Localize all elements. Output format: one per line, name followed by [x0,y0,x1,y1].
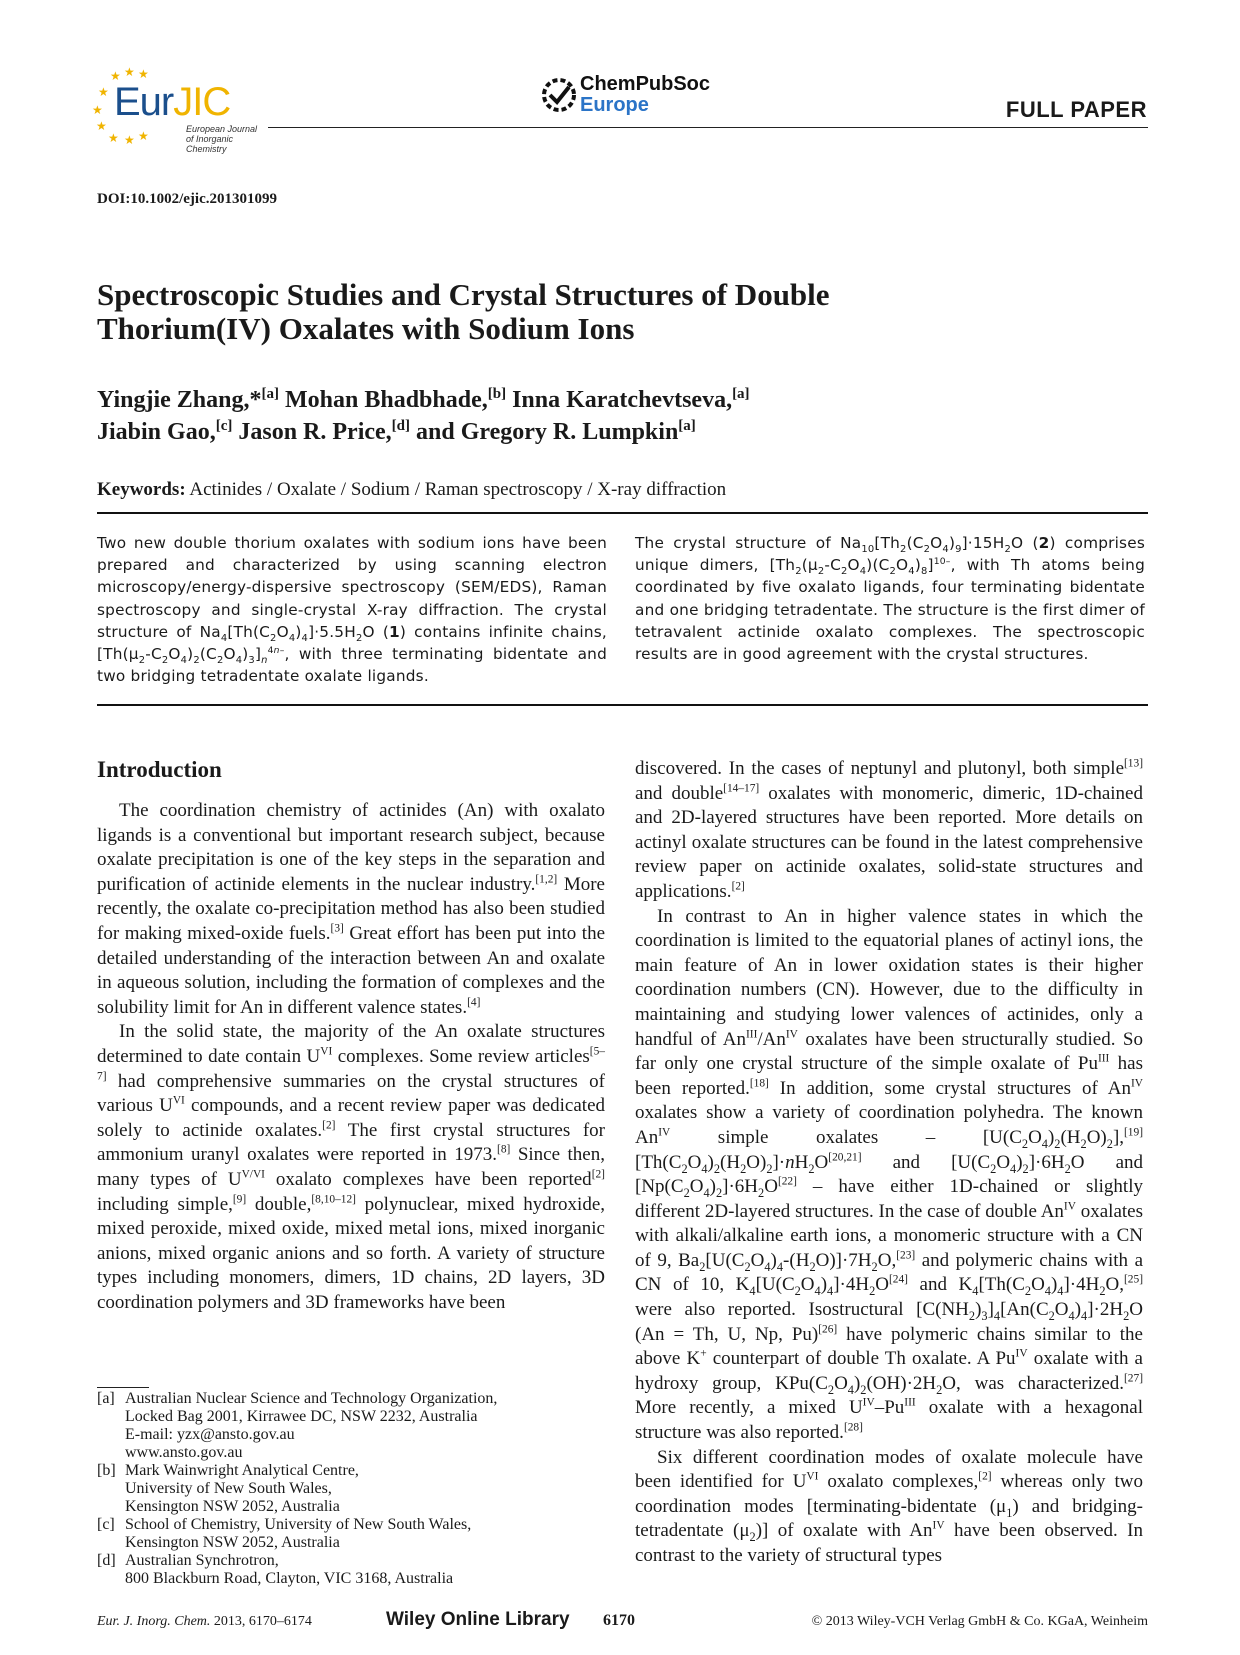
svg-text:★: ★ [92,103,103,117]
body-column-right: discovered. In the cases of neptunyl and plutonyl, both simple[13] and double[14–17] oxalates with monomeric, dimeric, 1D-chained and 2D-layered structures have been reported. More details on actinyl oxalate structures can be found in the latest comprehensive review paper on actinide oxalates, solid-state structures and applications.[2] In contrast to An in higher valence states in which the coordination is limited to the equatorial planes of actinyl ions, the main feature of An in lower oxidation states is their higher coordination numbers (CN). However, due to the difficulty in maintaining and studying lower valences of actinides, only a handful of $An^{III}/An^{IV}$ oxalates have been structurally studied. So far only one crystal structure of the simple oxalate of $Pu^{III}$ has been reported.[18] In addition, some crystal structures of $An^{IV}$ oxalates show a variety of coordination polyhedra. The known $An^{IV}$ simple oxalates – $[U(C_2O_4)_2(H_2O)_2],[19]$ $[Th(C_2O_4)_2(H_2O)_2]\cdot nH_2O[20,21]$ and $[U(C_2O_4)_2]\cdot 6H_2O$ and $[Np(C_2O_4)_2]\cdot 6H_2O[22]$ – have either 1D-chained or slightly different 2D-layered structures. In the case of double $An^{IV}$ oxalates with alkali/alkaline earth ions, a monomeric structure with a CN of 9, $Ba_2[U(C_2O_4)_4-(H_2O)]\cdot 7H_2O,[23]$ and polymeric chains with a CN of 10, $K_4[U(C_2O_4)_4]\cdot 4H_2O[24]$ and $K_4[Th(C_2O_4)_4]\cdot 4H_2O,[25]$ were also reported. Isostructural $[C(NH_2)_3]_4[An(C_2O_4)_4]\cdot 2H_2O$ (An = Th, U, Np, Pu)[26] have polymeric chains similar to the above K+ counterpart of double Th oxalate. A $Pu^{IV}$ oxalate with a hydroxy group, $KPu(C_2O_4)_2(OH)\cdot 2H_2O$, was characterized.[27] More recently, a mixed $U^{IV}-Pu^{III}$ oxalate with a hexagonal structure was also reported.[28] Six different coordination modes of oxalate molecule have been identified for $U^{VI}$ oxalato complexes,[2] whereas only two coordination modes [terminating-bidentate $(\mu_1)$ and bridging-tetradentate $(\mu_2)$] of oxalate with $An^{IV}$ have been observed. In contrast to the variety of structural types [635,757,1144,1566]
section-heading: Introduction [97,757,222,782]
page-title: Spectroscopic Studies and Crystal Structures of Double Thorium(IV) Oxalates with Sodium Ions [97,277,830,346]
abstract-left: Two new double thorium oxalates with sodium ions have been prepared and characterized by using scanning electron microscopy/energy-dispersive spectroscopy (SEM/EDS), Raman spectroscopy and single-crystal X-ray diffraction. The crystal structure of $Na_4[Th(C_2O_4)_4]\cdot 5.5H_2O$ (1) contains infinite chains, $[Th(\mu_2-C_2O_4)_2(C_2O_4)_3]_n^{4n-}$, with three terminating bidentate and two bridging tetradentate oxalate ligands. [97,534,607,686]
page-number: 6170 [603,1612,635,1629]
author-list: Yingjie Zhang,*[a] Mohan Bhadbhade,[b] Inna Karatchevtseva,[a] Jiabin Gao,[c] Jason R. Price,[d] and Gregory R. Lumpkin[a] [97,386,750,445]
journal-subtitle: European Journal of Inorganic Chemistry [186,124,258,154]
copyright: © 2013 Wiley-VCH Verlag GmbH & Co. KGaA, Weinheim [811,1614,1148,1629]
affiliation-b: [b] Mark Wainwright Analytical Centre, University of New South Wales, Kensington NSW 2052, Australia [97,1462,359,1515]
svg-text:★: ★ [124,133,135,146]
journal-logo-text: EurJIC [114,80,231,124]
body-column-left: The coordination chemistry of actinides (An) with oxalato ligands is a conventional but important research subject, because oxalate precipitation is one of the key steps in the separation and purification of actinide elements in the nuclear industry.[1,2] More recently, the oxalate co-precipitation method has also been studied for making mixed-oxide fuels.[3] Great effort has been put into the detailed understanding of the interaction between An and oxalate in aqueous solution, including the formation of complexes and the solubility limit for An in different valence states.[4] In the solid state, the majority of the An oxalate structures determined to date contain $U^{VI}$ complexes. Some review articles[5–7] had comprehensive summaries on the crystal structures of various $U^{VI}$ compounds, and a recent review paper was dedicated solely to actinide oxalates.[2] The first crystal structures for ammonium uranyl oxalates were reported in 1973.[8] Since then, many types of $U^{V/VI}$ oxalato complexes have been reported[2] including simple,[9] double,[8,10–12] polynuclear, mixed hydroxide, mixed peroxide, mixed oxide, mixed metal ions, mixed inorganic anions, mixed organic anions and so forth. A variety of structure types including monomers, dimers, 1D chains, 2D layers, 3D coordination polymers and 3D frameworks have been [97,800,606,1313]
divider [97,512,1148,514]
svg-text:★: ★ [124,66,135,79]
svg-text:★: ★ [110,69,121,83]
svg-text:★: ★ [96,119,107,133]
affiliation-c: [c] School of Chemistry, University of New South Wales, Kensington NSW 2052, Australia [97,1516,472,1551]
footnote-rule [97,1387,149,1388]
affiliation-d: [d] Australian Synchrotron, 800 Blackburn Road, Clayton, VIC 3168, Australia [97,1552,454,1587]
affiliation-a: [a] Australian Nuclear Science and Technology Organization, Locked Bag 2001, Kirrawee DC, NSW 2232, Australia E-mail: yzx@ansto.gov.au www.ansto.gov.au [97,1390,498,1461]
wiley-online-library-logo[interactable]: Wiley Online Library [386,1609,570,1630]
chempubsoc-icon [540,76,578,114]
keywords: Keywords: Actinides / Oxalate / Sodium / Raman spectroscopy / X-ray diffraction [97,479,727,500]
abstract-right: The crystal structure of $Na_{10}[Th_2(C_2O_4)_9]\cdot 15H_2O$ (2) comprises unique dimers, $[Th_2(\mu_2-C_2O_4)(C_2O_4)_8]^{10-}$, with Th atoms being coordinated by five oxalato ligands, four terminating bidentate and one bridging tetradentate. The structure is the first dimer of tetravalent actinide oxalato complexes. The spectroscopic results are in good agreement with the crystal structures. [635,534,1145,664]
publisher-region: Europe [580,94,649,116]
header-rule [268,127,1148,128]
svg-text:★: ★ [108,131,119,145]
publisher-name: ChemPubSoc [580,73,711,95]
affiliations [97,1390,597,1588]
journal-logo [92,66,267,152]
article-type: FULL PAPER [1005,97,1147,122]
svg-text:★: ★ [138,67,149,81]
publisher-logo [540,74,740,124]
divider [97,704,1148,706]
citation: Eur. J. Inorg. Chem. 2013, 6170–6174 [97,1614,312,1629]
svg-text:★: ★ [98,85,109,99]
doi[interactable]: DOI:10.1002/ejic.201301099 [97,191,277,207]
svg-text:★: ★ [138,129,149,143]
